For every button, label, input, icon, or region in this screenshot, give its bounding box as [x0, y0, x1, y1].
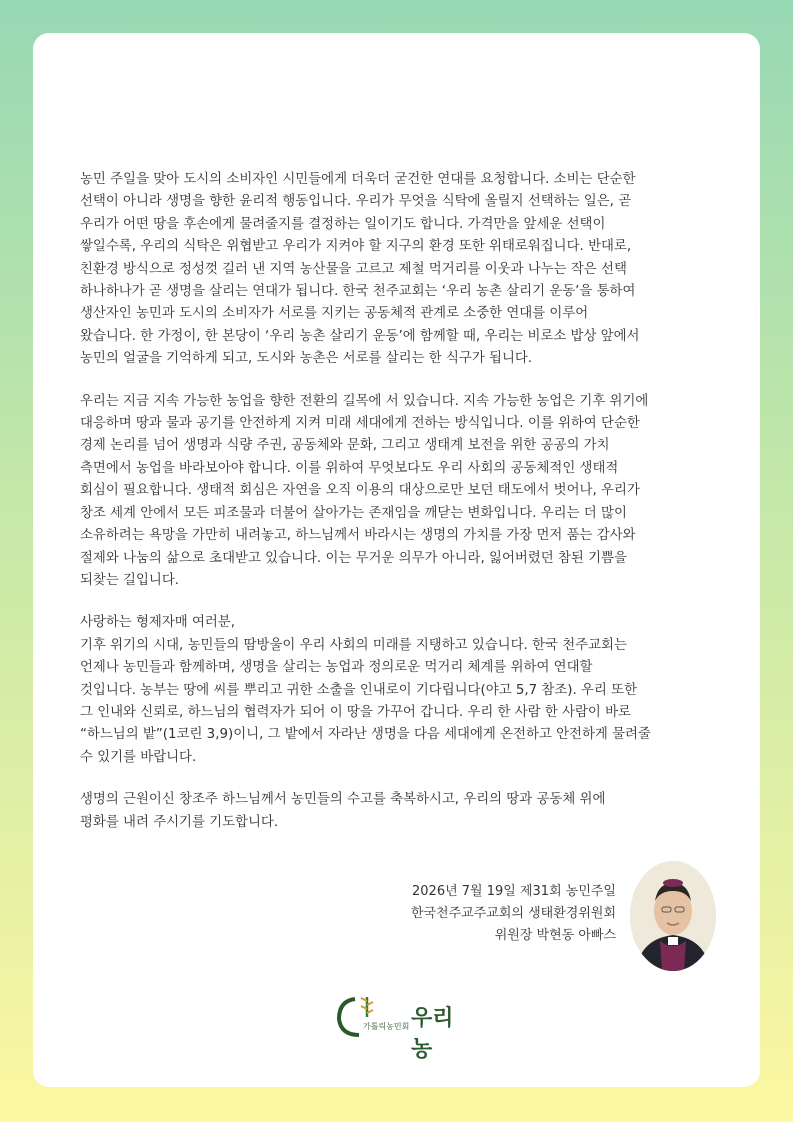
signature-org: 한국천주교주교회의 생태환경위원회	[410, 906, 616, 921]
text-line: 회심이 필요합니다. 생태적 회심은 자연을 오직 이용의 대상으로만 보던 태도에서 벗어나, 우리가	[80, 483, 640, 499]
text-line: 경제 논리를 넘어 생명과 식량 주권, 공동체와 문화, 그리고 생태계 보전을 위한 공공의 가치	[80, 438, 610, 454]
bishop-portrait	[630, 861, 716, 971]
text-line: 되찾는 길입니다.	[80, 572, 180, 588]
text-line: 대응하며 땅과 물과 공기를 안전하게 지켜 미래 세대에게 전하는 방식입니다. 이를 위하여 단순한	[80, 416, 640, 432]
signature-name: 위원장 박현동 아빠스	[494, 928, 616, 943]
signature-block	[411, 881, 616, 947]
text-line: “하느님의 밭”(1코린 3,9)이니, 그 밭에서 자라난 생명을 다음 세대에게 온전하고 안전하게 물려줄	[80, 727, 651, 743]
text-line: 기후 위기의 시대, 농민들의 땀방울이 우리 사회의 미래를 지탱하고 있습니다. 한국 천주교회는	[80, 637, 627, 653]
message-body	[80, 169, 710, 854]
text-line: 농민 주일을 맞아 도시의 소비자인 시민들에게 더욱더 굳건한 연대를 요청합니다. 소비는 단순한	[80, 172, 636, 187]
text-line: 소유하려는 욕망을 가만히 내려놓고, 하느님께서 바라시는 생명의 가치를 가장 먼저 품는 감사와	[80, 528, 636, 544]
text-line: 절제와 나눔의 삶으로 초대받고 있습니다. 이는 무거운 의무가 아니라, 잃어버렸던 참된 기쁨을	[80, 550, 627, 566]
signature-date: 2026년 7월 19일 제31회 농민주일	[412, 884, 616, 899]
paragraph-2	[80, 391, 710, 593]
text-line: 왔습니다. 한 가정이, 한 본당이 ‘우리 농촌 살리기 운동’에 함께할 때, 우리는 비로소 밥상 앞에서	[80, 328, 640, 344]
logo-maintext: 우리농	[411, 1006, 454, 1062]
text-line: 우리가 어떤 땅을 후손에게 물려줄지를 결정하는 일이기도 합니다. 가격만을 앞세운 선택이	[80, 216, 606, 232]
text-line: 선택이 아니라 생명을 향한 윤리적 행동입니다. 우리가 무엇을 식탁에 올릴지 선택하는 일은, 곧	[80, 194, 632, 210]
woorinong-logo	[333, 993, 473, 1062]
text-line: 우리는 지금 지속 가능한 농업을 향한 전환의 길목에 서 있습니다. 지속 가능한 농업은 기후 위기에	[80, 393, 649, 409]
document-card	[33, 33, 760, 1087]
text-line: 창조 세계 안에서 모든 피조물과 더불어 살아가는 존재임을 깨닫는 변화입니다. 우리는 더 많이	[80, 505, 627, 521]
logo-subtext: 가톨릭농민회	[363, 1022, 410, 1031]
text-line: 측면에서 농업을 바라보아야 합니다. 이를 위하여 무엇보다도 우리 사회의 공동체적인 생태적	[80, 460, 619, 476]
text-line: 그 인내와 신뢰로, 하느님의 협력자가 되어 이 땅을 가꾸어 갑니다. 우리 한 사람 한 사람이 바로	[80, 704, 631, 720]
paragraph-1	[80, 169, 710, 371]
text-line: 쌓일수록, 우리의 식탁은 위협받고 우리가 지켜야 할 지구의 환경 또한 위태로워집니다. 반대로,	[80, 239, 632, 255]
text-line: 언제나 농민들과 함께하며, 생명을 살리는 농업과 정의로운 먹거리 체계를 위하여 연대할	[80, 660, 593, 676]
paragraph-3	[80, 612, 710, 769]
text-line: 평화를 내려 주시기를 기도합니다.	[80, 814, 279, 830]
text-line: 하나하나가 곧 생명을 살리는 연대가 됩니다. 한국 천주교회는 ‘우리 농촌 살리기 운동’을 통하여	[80, 284, 636, 300]
text-line: 친환경 방식으로 정성껏 길러 낸 지역 농산물을 고르고 제철 먹거리를 이웃과 나누는 작은 선택	[80, 261, 627, 277]
text-line: 생산자인 농민과 도시의 소비자가 서로를 지키는 공동체적 관계로 소중한 연대를 이루어	[80, 306, 589, 322]
paragraph-4	[80, 789, 710, 834]
text-line: 농민의 얼굴을 기억하게 되고, 도시와 농촌은 서로를 살리는 한 식구가 됩니다.	[80, 351, 533, 367]
text-line: 수 있기를 바랍니다.	[80, 749, 197, 765]
text-line: 생명의 근원이신 창조주 하느님께서 농민들의 수고를 축복하시고, 우리의 땅과 공동체 위에	[80, 792, 606, 808]
text-line: 것입니다. 농부는 땅에 씨를 뿌리고 귀한 소출을 인내로이 기다립니다(야고 5,7 참조). 우리 또한	[80, 682, 638, 698]
text-line: 사랑하는 형제자매 여러분,	[80, 615, 236, 631]
